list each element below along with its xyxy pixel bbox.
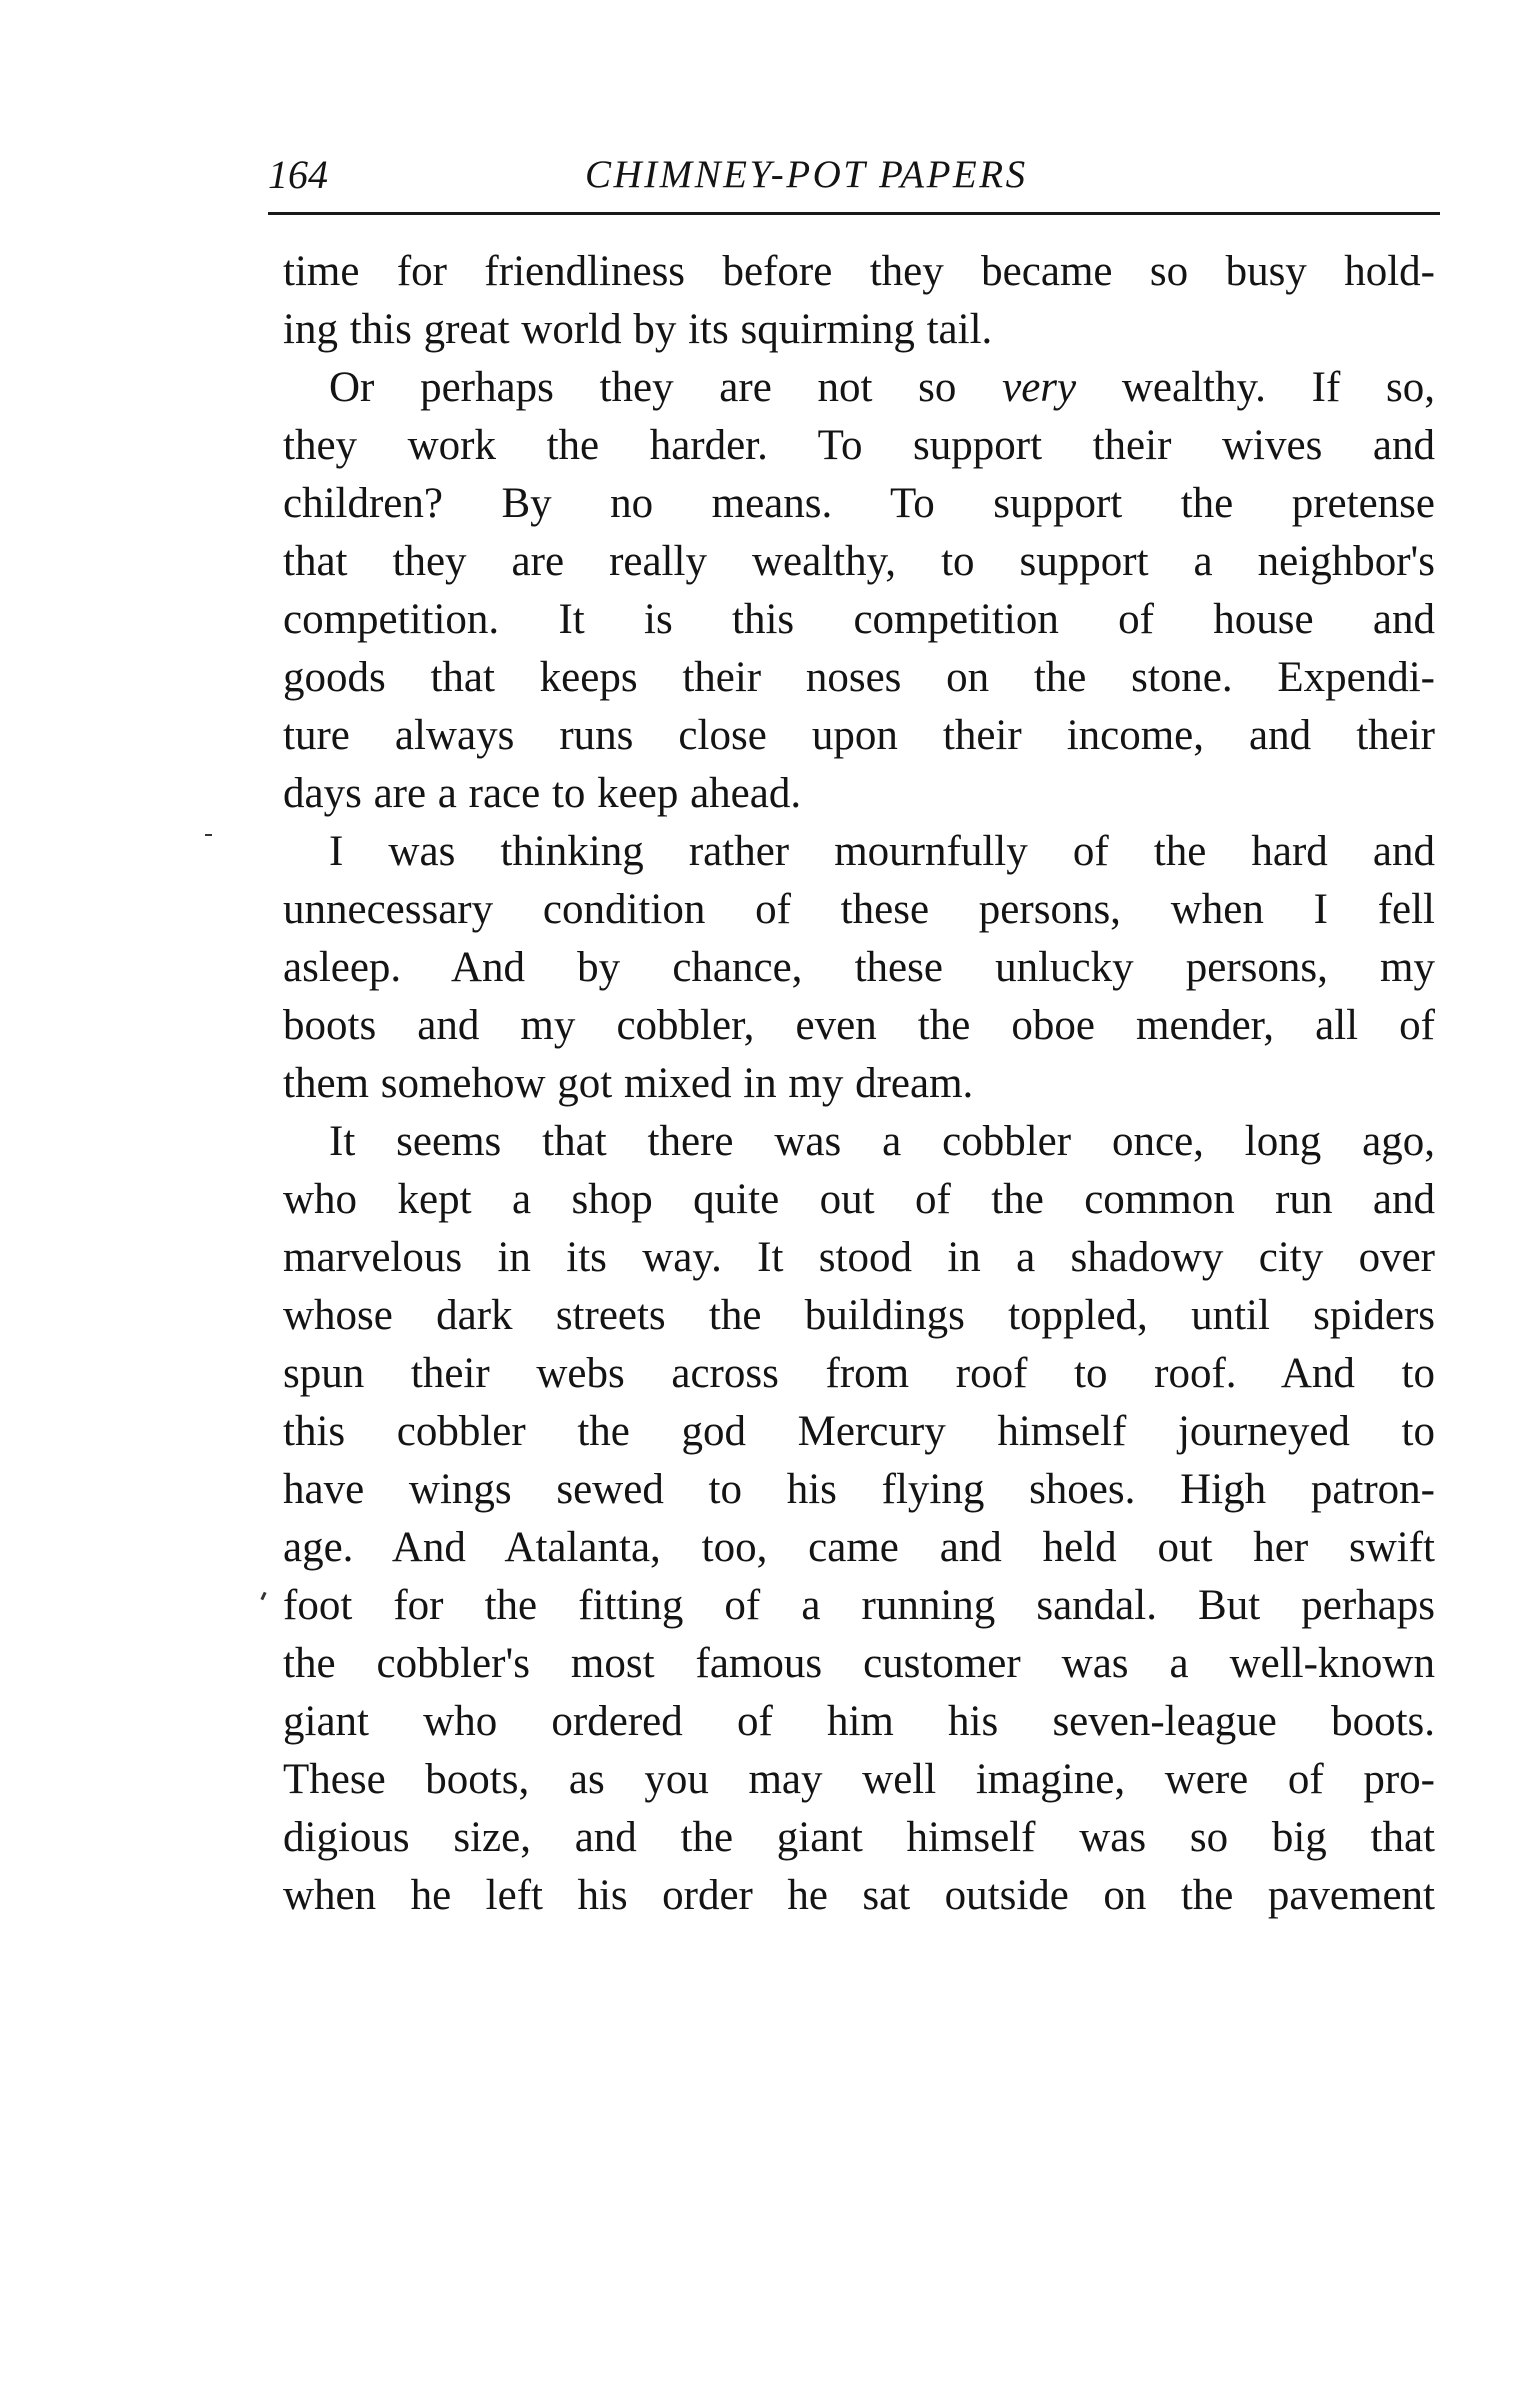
text-line: that they are really wealthy, to support a neighbor's — [283, 538, 1435, 585]
header-rule — [268, 212, 1440, 215]
running-title: CHIMNEY-POT PAPERS — [585, 153, 1028, 196]
text-span: Or perhaps they are not so — [329, 364, 1003, 411]
italic-emphasis: very — [1002, 364, 1077, 411]
text-span: wealthy. If so, — [1076, 364, 1435, 411]
text-line: unnecessary condition of these persons, when I fell — [283, 886, 1435, 933]
text-line: have wings sewed to his flying shoes. High patron- — [283, 1466, 1435, 1513]
text-line: These boots, as you may well imagine, were of pro- — [283, 1756, 1435, 1803]
text-line: boots and my cobbler, even the oboe mender, all of — [283, 1002, 1435, 1049]
scan-speck — [205, 834, 212, 836]
text-line: the cobbler's most famous customer was a well-known — [283, 1640, 1435, 1687]
text-line: ture always runs close upon their income, and their — [283, 712, 1435, 759]
text-line: I was thinking rather mournfully of the hard and — [329, 828, 1435, 875]
text-line: age. And Atalanta, too, came and held out her swift — [283, 1524, 1435, 1571]
text-line: asleep. And by chance, these unlucky persons, my — [283, 944, 1435, 991]
text-line: whose dark streets the buildings toppled, until spiders — [283, 1292, 1435, 1339]
text-line: days are a race to keep ahead. — [283, 770, 802, 817]
text-line: foot for the fitting of a running sandal. But perhaps — [283, 1582, 1435, 1629]
text-line: them somehow got mixed in my dream. — [283, 1060, 974, 1107]
text-line: giant who ordered of him his seven-league boots. — [283, 1698, 1435, 1745]
text-line: goods that keeps their noses on the stone. Expendi- — [283, 654, 1435, 701]
body-text — [283, 243, 1435, 1925]
text-line: It seems that there was a cobbler once, long ago, — [329, 1118, 1435, 1165]
text-line: competition. It is this competition of house and — [283, 596, 1435, 643]
scan-speck — [260, 1592, 266, 1601]
text-line: ing this great world by its squirming tail. — [283, 306, 993, 353]
text-line: children? By no means. To support the pretense — [283, 480, 1435, 527]
text-line: time for friendliness before they became so busy hold- — [283, 248, 1435, 295]
text-line: this cobbler the god Mercury himself journeyed to — [283, 1408, 1435, 1455]
text-line — [283, 359, 1435, 417]
text-line: who kept a shop quite out of the common run and — [283, 1176, 1435, 1223]
text-line: marvelous in its way. It stood in a shadowy city over — [283, 1234, 1435, 1281]
text-line: spun their webs across from roof to roof. And to — [283, 1350, 1435, 1397]
running-header — [268, 150, 1440, 200]
text-line: digious size, and the giant himself was so big that — [283, 1814, 1435, 1861]
text-line: they work the harder. To support their wives and — [283, 422, 1435, 469]
page-number: 164 — [268, 152, 328, 197]
text-line: when he left his order he sat outside on the pavement — [283, 1872, 1435, 1919]
